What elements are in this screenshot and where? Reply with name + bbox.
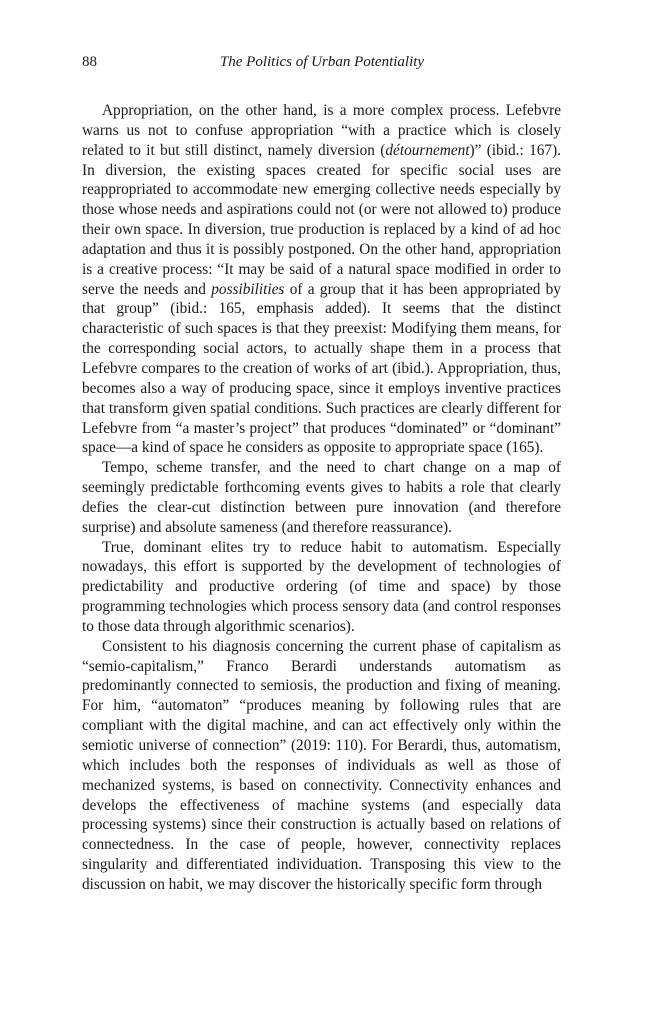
- paragraph-tempo: [82, 458, 561, 537]
- text-run: Tempo, scheme transfer, and the need to chart change on a map of seemingly predictable forthcoming events gives to habits a role that clearly defies the clear-cut distinction between pure innovation (and therefore surprise) and absolute sameness (and therefore reassurance).: [82, 459, 561, 536]
- paragraph-berardi: [82, 637, 561, 895]
- text-run: Appropriation, on the other hand, is a more complex process. Lefebvre warns us not to confuse appropriation “with a practice which is closely related to it but still distinct, namely diversion (: [82, 102, 561, 159]
- text-run: True, dominant elites try to reduce habit to automatism. Especially nowadays, this effort is supported by the development of technologies of predictability and productive ordering (of time and space) by those programming technologies which process sensory data (and control responses to those data through algorithmic scenarios).: [82, 538, 561, 635]
- italic-text-run: possibilities: [211, 280, 285, 298]
- text-run: )” (ibid.: 167). In diversion, the existing spaces created for specific social uses are reappropriated to accommodate new emerging collective needs especially by those whose needs and aspirations could not (or were not allowed to) produce their own space. In diversion, true production is replaced by a kind of ad hoc adaptation and thus it is possibly postponed. On the other hand, appropriation is a creative process: “It may be said of a natural space modified in order to serve the needs and: [82, 141, 561, 298]
- text-run: of a group that it has been appropriated by that group” (ibid.: 165, emphasis added). It seems that the distinct characteristic of such spaces is that they preexist: Modifying them means, for the corresponding social actors, to actually shape them in a process that Lefebvre compares to the creation of works of art (ibid.). Appropriation, thus, becomes also a way of producing space, since it employs inventive practices that transform given spatial conditions. Such practices are clearly different for Lefebvre from “a master’s project” that produces “dominated” or “dominant” space—a kind of space he considers as opposite to appropriate space (165).: [82, 280, 561, 457]
- paragraph-dominant-elites: [82, 538, 561, 637]
- body-text: [82, 101, 561, 895]
- running-head: [82, 52, 562, 72]
- page-number: 88: [82, 54, 97, 70]
- italic-text-run: détournement: [385, 141, 470, 159]
- running-title: The Politics of Urban Potentiality: [219, 54, 425, 70]
- text-run: Consistent to his diagnosis concerning the current phase of capitalism as “semio-capitalism,” Franco Berardi understands automatism as predominantly connected to semiosis, the production and fixing of meaning. For him, “automaton” “produces meaning by following rules that are compliant with the digital machine, and can act effectively only within the semiotic universe of connection” (2019: 110). For Berardi, thus, automatism, which includes both the responses of individuals as well as those of mechanized systems, is based on connectivity. Connectivity enhances and develops the effectiveness of machine systems (and especially data processing systems) since their construction is actually based on relations of connectedness. In the case of people, however, connectivity replaces singularity and differentiated individuation. Transposing this view to the discussion on habit, we may discover the historically specific form through: [82, 637, 561, 893]
- paragraph-appropriation: [82, 101, 561, 458]
